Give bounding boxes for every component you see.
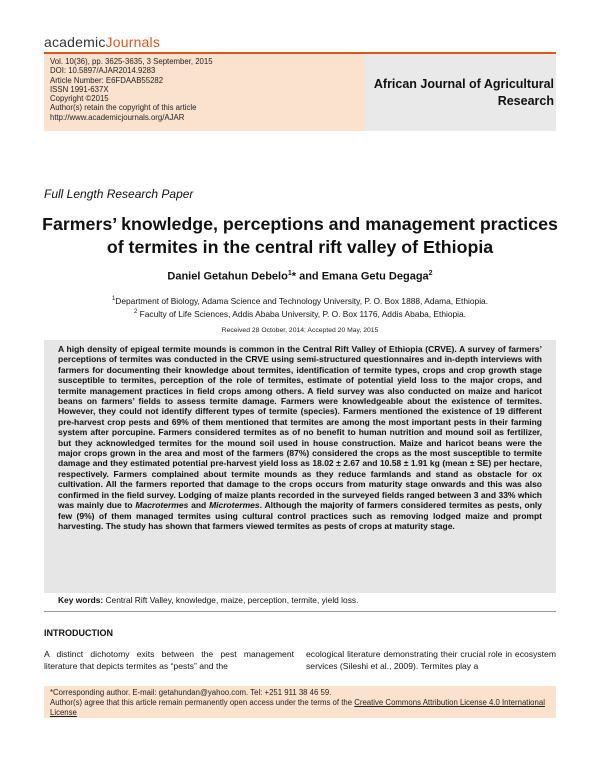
author-1-mark: 1 bbox=[287, 270, 292, 277]
abstract-and: and bbox=[188, 500, 210, 511]
author-list bbox=[40, 270, 560, 283]
logo-journals: Journals bbox=[105, 34, 161, 50]
article-type: Full Length Research Paper bbox=[44, 187, 194, 201]
meta-doi: DOI: 10.5897/AJAR2014.9283 bbox=[50, 66, 156, 76]
abstract-genus-1: Macrotermes bbox=[135, 500, 189, 511]
abstract-genus-2: Microtermes bbox=[209, 500, 260, 511]
affiliation-1-text: Department of Biology, Adama Science and Technology University, P. O. Box 1888, Adama, Ethiopia. bbox=[115, 295, 489, 306]
keywords-rule bbox=[44, 611, 556, 612]
author-and: and bbox=[296, 270, 322, 283]
affiliation-1-mark: 1 bbox=[111, 296, 116, 302]
affiliation-2-mark: 2 bbox=[133, 308, 138, 315]
paper-title: Farmers’ knowledge, perceptions and management practices of termites in the central rift valley of Ethiopia bbox=[42, 214, 558, 257]
introduction-heading: INTRODUCTION bbox=[44, 628, 113, 638]
introduction-column-1: A distinct dichotomy exits between the pest management literature that depicts termites as “pests” and the bbox=[44, 649, 294, 671]
meta-url[interactable]: http://www.academicjournals.org/AJAR bbox=[50, 112, 185, 122]
license-note bbox=[50, 698, 550, 718]
keywords-text: Central Rift Valley, knowledge, maize, perception, termite, yield loss. bbox=[103, 595, 359, 605]
logo-academic: academic bbox=[44, 34, 106, 50]
keywords-label: Key words: bbox=[58, 595, 104, 605]
affiliation-1 bbox=[40, 294, 560, 307]
meta-article-number: Article Number: E6FDAAB55282 bbox=[50, 75, 164, 85]
author-1: Daniel Getahun Debelo bbox=[167, 270, 288, 283]
abstract-text-2: . Although the majority of farmers considered termites as pests, only few (9%) of them managed termites using cultural control practices such as removing lodged maize and prompt harvesting. The study has shown that farmers viewed termites as pests of crops at maturity stage. bbox=[58, 500, 543, 531]
author-2: Emana Getu Degaga bbox=[321, 270, 429, 283]
journal-name-line1: African Journal of Agricultural bbox=[373, 77, 554, 91]
journal-name bbox=[364, 76, 554, 110]
publisher-logo bbox=[44, 34, 160, 50]
abstract bbox=[58, 344, 542, 531]
affiliation-2 bbox=[40, 307, 560, 320]
abstract-text-1: A high density of epigeal termite mounds is common in the Central Rift Valley of Ethiopia (CRVE). A survey of farmers’ perceptions of termites was conducted in the CRVE using semi-structured questionnaires and in-depth interviews with farmers for documenting their knowledge about termites, identification of termite types, crops and crop growth stage susceptible to termites, perception of the role of termites, estimate of potential yield loss to the major crops, and termite management practices in field crops among others. A field survey was also conducted on maize and haricot beans on farmers’ fields to assess termite damage. Farmers were knowledgeable about the existence of termites. However, they could not identify different types of termite (species). Farmers mentioned the existence of 19 different pre-harvest crop pests and 69% of them mentioned that termites are among the most important pests in their farming system after porcupine. Farmers considered termites as of no benefit to human nutrition and mound soil as fertilizer, but they acknowledged termites for the mound soil used in house construction. Maize and haricot beans were the major crops grown in the area and most of the farmers (87%) considered the crops as the most susceptible to termite damage and they estimated potential pre-harvest yield loss as 18.02 ± 2.67 and 10.58 ± 1.91 kg (mean ± SE) per hectare, respectively. Farmers complained about termite mounds as they reduce farmlands and stand as obstacle for ox cultivation. All the farmers reported that damage to the crops occurs from maturity stage onwards and this was also confirmed in the field survey. Lodging of maize plants recorded in the surveyed fields ranged between 3 and 33% which was mainly due to bbox=[58, 344, 542, 511]
introduction-column-2: ecological literature demonstrating their crucial role in ecosystem services (Sileshi et al., 2009). Termites play a bbox=[306, 649, 556, 671]
meta-issn: ISSN 1991-637X bbox=[50, 84, 109, 94]
author-2-mark: 2 bbox=[428, 270, 433, 277]
meta-volume: Vol. 10(36), pp. 3625-3635, 3 September, 2015 bbox=[50, 57, 213, 66]
license-text: Author(s) agree that this article remain permanently open access under the terms of the bbox=[50, 698, 355, 707]
keywords bbox=[58, 595, 548, 605]
article-meta bbox=[50, 57, 213, 122]
journal-name-line2: Research bbox=[497, 94, 554, 108]
meta-rights: Author(s) retain the copyright of this article bbox=[50, 103, 197, 113]
affiliation-2-text: Faculty of Life Sciences, Addis Ababa University, P. O. Box 1176, Addis Ababa, Ethiopia. bbox=[137, 308, 467, 319]
footnote bbox=[50, 688, 550, 718]
meta-copyright: Copyright ©2015 bbox=[50, 94, 109, 104]
corresponding-star: * bbox=[291, 270, 297, 283]
corresponding-author: *Corresponding author. E-mail: getahundan@yahoo.com. Tel: +251 911 38 46 59. bbox=[50, 688, 332, 697]
license-link[interactable]: Creative Commons Attribution License 4.0 International License bbox=[50, 698, 545, 717]
affiliations bbox=[40, 294, 560, 320]
received-dates: Received 28 October, 2014; Accepted 20 May, 2015 bbox=[221, 327, 379, 334]
